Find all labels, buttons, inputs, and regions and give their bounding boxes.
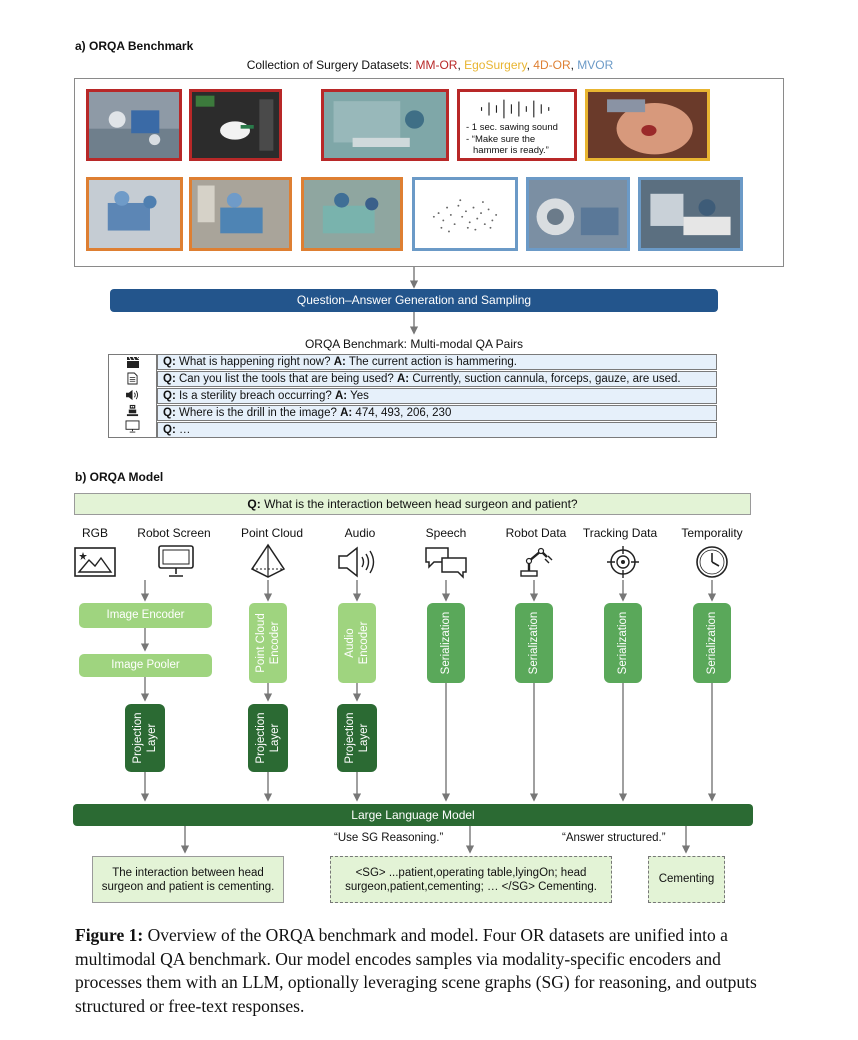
serialization-label: Serialization [617, 611, 629, 675]
audio-encoder-label [343, 622, 371, 665]
question-text: Where is the drill in the image? [178, 407, 337, 419]
question-text: Is a sterility breach occurring? [178, 390, 332, 402]
modality-label-audio: Audio [344, 526, 376, 540]
audio-note-line: - 1 sec. sawing sound [466, 122, 558, 133]
dataset-mm-or: MM-OR [415, 58, 458, 72]
dataset-collection-line [75, 58, 785, 72]
projection-layer-audio [337, 704, 377, 772]
egosurgery-image [585, 89, 710, 161]
q-label: Q: [163, 424, 176, 436]
serialization-block-robot-data [515, 603, 553, 683]
large-language-model-bar: Large Language Model [73, 804, 753, 826]
caption-text: Overview of the ORQA benchmark and model. Four OR datasets are unified into a multimodal QA benchmark. Our model encodes samples via modality-specific encoders and processes them with an LLM, optionally leveraging scene graphs (SG) for reasoning, and outputs structured or free-text responses. [75, 925, 757, 1016]
monitor-icon [157, 544, 195, 580]
prompt-sg-reasoning: “Use SG Reasoning.” [334, 832, 444, 844]
output-free-text [92, 856, 284, 903]
label-line: Layer [146, 723, 158, 753]
mm-or-image-1 [86, 89, 182, 161]
clock-icon [694, 544, 730, 580]
prompt-answer-structured: “Answer structured.” [562, 832, 666, 844]
4d-or-image-3 [301, 177, 403, 251]
projection-layer-rgb [125, 704, 165, 772]
label-line: Encoder [358, 621, 370, 665]
qa-pair-row [157, 354, 717, 370]
output-line: surgeon,patient,cementing; … </SG> Cementing. [345, 881, 597, 893]
q-label: Q: [247, 497, 261, 511]
robot-arm-icon [515, 543, 553, 579]
comma: , [526, 58, 534, 72]
dataset-4d-or: 4D-OR [533, 58, 571, 72]
projection-label [254, 712, 282, 763]
figure-caption [75, 924, 785, 1018]
speaker-icon [337, 545, 379, 579]
serialization-label: Serialization [706, 611, 718, 675]
output-structured: Cementing [648, 856, 725, 903]
audio-speech-sample [457, 89, 577, 161]
q-label: Q: [163, 390, 176, 402]
speech-bubbles-icon [424, 545, 468, 579]
speaker-icon [108, 388, 157, 404]
image-pooler-block: Image Pooler [79, 654, 212, 677]
qa-pair-row [157, 422, 717, 438]
document-icon [108, 372, 157, 388]
projection-layer-point-cloud [248, 704, 288, 772]
collection-prefix: Collection of Surgery Datasets: [246, 58, 416, 72]
section-b-title: b) ORQA Model [75, 470, 164, 484]
label-line: Encoder [269, 621, 281, 665]
a-label: A: [333, 356, 346, 368]
modality-label-temporality: Temporality [681, 526, 743, 540]
a-label: A: [334, 390, 348, 402]
serialization-label: Serialization [440, 611, 452, 675]
label-line: Layer [269, 723, 281, 753]
answer-text: The current action is hammering. [348, 356, 517, 368]
qa-benchmark-title: ORQA Benchmark: Multi-modal QA Pairs [304, 337, 524, 351]
answer-text: Yes [350, 390, 369, 402]
question-text: What is happening right now? [178, 356, 331, 368]
q-label: Q: [163, 407, 176, 419]
waveform-icon [460, 95, 574, 123]
audio-note-line: - “Make sure the [466, 133, 536, 145]
qa-generation-bar: Question–Answer Generation and Sampling [110, 289, 718, 312]
mvor-image-2 [638, 177, 743, 251]
monitor-icon [108, 420, 157, 436]
label-line: Audio [344, 628, 356, 658]
label-line: Projection [344, 712, 356, 764]
output-scene-graph-reasoning [330, 856, 612, 903]
image-encoder-block: Image Encoder [79, 603, 212, 628]
qa-pair-row [157, 371, 717, 387]
output-line: <SG> ...patient,operating table,lyingOn; head [355, 867, 587, 879]
video-clapper-icon [108, 356, 157, 372]
modality-label-tracking-data: Tracking Data [582, 526, 658, 540]
point-cloud-encoder-label [254, 613, 282, 672]
model-question-box [74, 493, 751, 515]
audio-encoder-block [338, 603, 376, 683]
qa-pair-row [157, 388, 717, 404]
serialization-label: Serialization [528, 611, 540, 675]
answer-text: Currently, suction cannula, forceps, gauze, are used. [412, 373, 681, 385]
modality-label-robot-screen: Robot Screen [137, 526, 211, 540]
audio-notes [466, 122, 558, 157]
serialization-block-speech [427, 603, 465, 683]
section-a-title: a) ORQA Benchmark [75, 39, 194, 53]
target-crosshair-icon [604, 544, 642, 580]
question-text: What is the interaction between head surgeon and patient? [264, 497, 578, 511]
mvor-point-cloud-image [412, 177, 518, 251]
image-icon [73, 546, 117, 578]
q-label: Q: [163, 356, 176, 368]
4d-or-image-1 [86, 177, 183, 251]
dataset-egosurgery: EgoSurgery [464, 58, 527, 72]
qa-pair-row [157, 405, 717, 421]
mm-or-image-2 [321, 89, 449, 161]
dataset-mvor: MVOR [577, 58, 614, 72]
serialization-block-temporality [693, 603, 731, 683]
caption-label: Figure 1: [75, 925, 144, 945]
label-line: Point Cloud [255, 613, 267, 673]
label-line: Layer [358, 723, 370, 753]
projection-label [131, 712, 159, 763]
answer-text: 474, 493, 206, 230 [355, 407, 452, 419]
modality-label-robot-data: Robot Data [505, 526, 567, 540]
output-line: surgeon and patient is cementing. [101, 881, 275, 893]
point-cloud-encoder-block [249, 603, 287, 683]
robot-icon [108, 404, 157, 420]
pyramid-icon [249, 543, 287, 579]
projection-label [343, 712, 371, 763]
modality-label-rgb: RGB [81, 526, 108, 540]
label-line: Projection [255, 712, 267, 764]
q-label: Q: [163, 373, 176, 385]
comma: , [457, 58, 465, 72]
question-text: … [178, 424, 191, 436]
label-line: Projection [132, 712, 144, 764]
a-label: A: [397, 373, 410, 385]
mvor-image-1 [526, 177, 630, 251]
output-line: The interaction between head [112, 867, 264, 879]
4d-or-image-2 [189, 177, 292, 251]
mm-or-robot-screen-image [189, 89, 282, 161]
comma: , [570, 58, 578, 72]
audio-note-line: hammer is ready.” [473, 145, 549, 156]
question-text: Can you list the tools that are being used? [178, 373, 394, 385]
modality-label-speech: Speech [425, 526, 467, 540]
modality-label-point-cloud: Point Cloud [240, 526, 304, 540]
serialization-block-tracking-data [604, 603, 642, 683]
a-label: A: [340, 407, 353, 419]
